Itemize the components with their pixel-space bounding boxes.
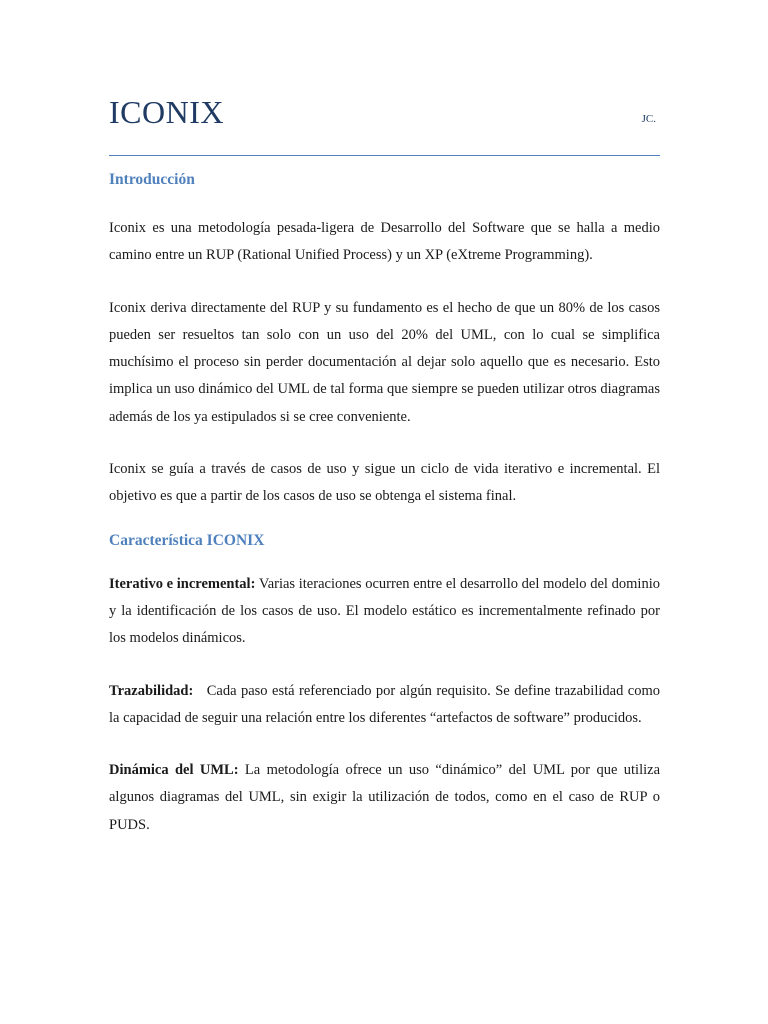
feature-label: Trazabilidad: (109, 682, 194, 699)
feature-paragraph (109, 571, 660, 653)
paragraph-text: Iconix se guía a través de casos de uso y sigue un ciclo de vida iterativo e incremental. El objetivo es que a partir de los casos de uso se obtenga el sistema final. (109, 461, 660, 505)
section-heading-introduccion: Introducción (109, 171, 195, 188)
title-divider (109, 155, 660, 156)
paragraph-text: Iconix es una metodología pesada-ligera de Desarrollo del Software que se halla a medio camino entre un RUP (Rational Unified Process) y un XP (eXtreme Programming). (109, 220, 660, 264)
intro-paragraph (109, 295, 660, 431)
feature-description: Cada paso está referenciado por algún requisito. Se define trazabilidad como la capacidad de seguir una relación entre los diferentes “artefactos de software” producidos. (109, 682, 660, 726)
intro-paragraph (109, 215, 660, 270)
paragraph-text: Iconix deriva directamente del RUP y su fundamento es el hecho de que un 80% de los casos pueden ser resueltos tan solo con un uso del 20% del UML, con lo cual se simplifica muchísimo el proceso sin perder documentación al dejar solo aquello que es necesario. Esto implica un uso dinámico del UML de tal forma que siempre se pueden utilizar otros diagramas además de los ya estipulados si se cree conveniente. (109, 299, 660, 425)
feature-paragraph (109, 678, 660, 733)
section-heading-caracteristica: Característica ICONIX (109, 531, 265, 549)
document-title: ICONIX (109, 94, 224, 130)
document-content (109, 170, 660, 839)
feature-label: Dinámica del UML: (109, 762, 239, 779)
intro-paragraph (109, 456, 660, 511)
feature-description: Varias iteraciones ocurren entre el desarrollo del modelo del dominio y la identificación de los casos de uso. El modelo estático es incrementalmente refinado por los modelos dinámicos. (109, 575, 660, 647)
feature-label: Iterativo e incremental: (109, 575, 256, 592)
feature-description: La metodología ofrece un uso “dinámico” del UML por que utiliza algunos diagramas del UML, sin exigir la utilización de todos, como en el caso de RUP o PUDS. (109, 762, 660, 833)
feature-paragraph (109, 757, 660, 839)
document-author: JC. (641, 113, 656, 125)
